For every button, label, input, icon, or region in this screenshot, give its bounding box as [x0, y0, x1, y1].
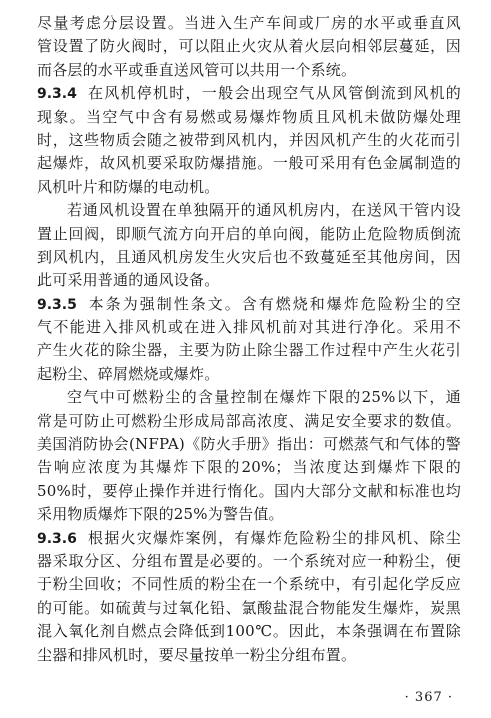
line-text: 常是可防止可燃粉尘形成局部高浓度、满足安全要求的数值。	[37, 411, 461, 430]
line-text: 置止回阀，即顺气流方向开启的单向阀，能防止危险物质倒流	[37, 224, 461, 243]
line-text: 起爆炸，故风机要采取防爆措施。一般可采用有色金属制造的	[37, 154, 461, 173]
line-text: 器采取分区、分组布置是必要的。一个系统对应一种粉尘，便	[37, 551, 461, 570]
text-line	[37, 269, 461, 292]
paragraph	[37, 293, 461, 387]
text-line	[37, 527, 461, 550]
line-text: 尘器和排风机时，要尽量按单一粉尘分组布置。	[37, 645, 357, 664]
text-line	[37, 82, 461, 105]
line-text: 在风机停机时，一般会出现空气从风管倒流到风机的	[86, 84, 461, 103]
text-line	[37, 573, 461, 596]
text-line	[37, 620, 461, 643]
line-text: 产生火花的除尘器，主要为防止除尘器工作过程中产生火花引	[37, 341, 461, 360]
text-line	[37, 386, 461, 409]
text-line	[37, 456, 461, 479]
line-text: 起粉尘、碎屑燃烧或爆炸。	[37, 364, 220, 383]
text-line	[37, 503, 461, 526]
text-line	[37, 550, 461, 573]
line-text: 空气中可燃粉尘的含量控制在爆炸下限的25%以下，通	[67, 388, 461, 407]
page-body	[37, 12, 461, 667]
line-text: 根据火灾爆炸案例，有爆炸危险粉尘的排风机、除尘	[86, 528, 461, 547]
text-line	[37, 293, 461, 316]
text-line	[37, 597, 461, 620]
text-line	[37, 363, 461, 386]
paragraph	[37, 199, 461, 293]
text-line	[37, 152, 461, 175]
paragraph	[37, 527, 461, 667]
section-number: 9.3.6	[37, 530, 77, 547]
paragraph	[37, 12, 461, 82]
text-line	[37, 644, 461, 667]
line-text: 到风机内，且通风机房发生火灾后也不致蔓延至其他房间，因	[37, 247, 461, 266]
page-number: · 367 ·	[404, 690, 453, 705]
section-number: 9.3.5	[37, 296, 77, 313]
text-line	[37, 35, 461, 58]
paragraph	[37, 82, 461, 199]
line-text: 的可能。如硫黄与过氧化铅、氯酸盐混合物能发生爆炸，炭黑	[37, 598, 461, 617]
line-text: 尽量考虑分层设置。当进入生产车间或厂房的水平或垂直风	[37, 14, 461, 32]
line-text: 告响应浓度为其爆炸下限的20%；当浓度达到爆炸下限的	[37, 458, 461, 477]
text-line	[37, 199, 461, 222]
text-line	[37, 246, 461, 269]
line-text: 而各层的水平或垂直送风管可以共用一个系统。	[37, 60, 357, 79]
text-line	[37, 316, 461, 339]
line-text: 风机叶片和防爆的电动机。	[37, 177, 220, 196]
line-text: 管设置了防火阀时，可以阻止火灾从着火层向相邻层蔓延，因	[37, 37, 461, 56]
line-text: 现象。当空气中含有易燃或易爆炸物质且风机未做防爆处理	[37, 107, 461, 126]
text-line	[37, 223, 461, 246]
line-text: 气不能进入排风机或在进入排风机前对其进行净化。采用不	[37, 318, 461, 337]
section-number: 9.3.4	[37, 86, 77, 103]
line-text: 于粉尘回收；不同性质的粉尘在一个系统中，有引起化学反应	[37, 575, 461, 594]
line-text: 若通风机设置在单独隔开的通风机房内，在送风干管内设	[67, 201, 461, 220]
line-text: 时，这些物质会随之被带到风机内，并因风机产生的火花而引	[37, 130, 461, 149]
line-text: 50%时，要停止操作并进行惰化。国内大部分文献和标准也均	[37, 481, 461, 500]
text-line	[37, 480, 461, 503]
text-line	[37, 410, 461, 433]
line-text: 此可采用普通的通风设备。	[37, 271, 220, 290]
text-line	[37, 12, 461, 35]
text-line	[37, 433, 461, 456]
line-text: 本条为强制性条文。含有燃烧和爆炸危险粉尘的空	[86, 294, 461, 313]
line-text: 混入氧化剂自燃点会降低到100℃。因此，本条强调在布置除	[37, 622, 461, 641]
text-line	[37, 59, 461, 82]
line-text: 采用物质爆炸下限的25%为警告值。	[37, 505, 284, 524]
text-line	[37, 106, 461, 129]
text-line	[37, 129, 461, 152]
line-text: 美国消防协会(NFPA)《防火手册》指出：可燃蒸气和气体的警	[37, 435, 461, 454]
paragraph	[37, 386, 461, 526]
text-line	[37, 339, 461, 362]
text-line	[37, 176, 461, 199]
